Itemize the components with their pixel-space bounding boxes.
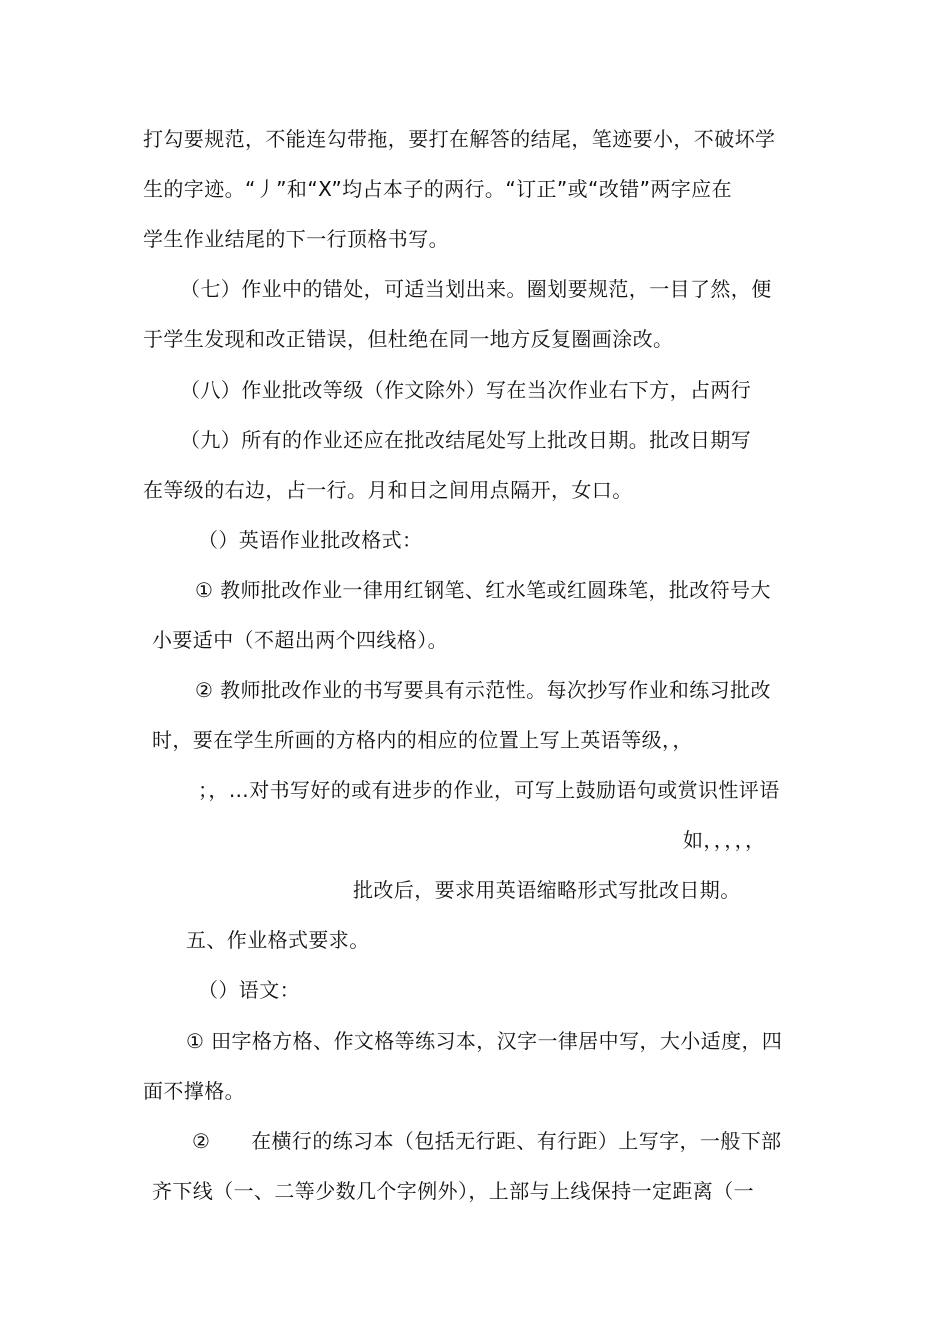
text-line: 面不撑格。 <box>143 1079 245 1103</box>
text-line: 时，要在学生所画的方格内的相应的位置上写上英语等级，， <box>152 728 693 752</box>
list-item: ② 在横行的练习本（包括无行距、有行距）上写字，一般下部 <box>192 1129 782 1153</box>
text-line: （九）所有的作业还应在批改结尾处写上批改日期。批改日期写 <box>180 428 752 452</box>
text-line: 小要适中（不超出两个四线格）。 <box>152 628 448 652</box>
section-heading: （）语文： <box>198 978 300 1002</box>
text-line: 在等级的右边，占一行。月和日之间用点隔开，女口。 <box>143 478 633 502</box>
section-heading: 五、作业格式要求。 <box>186 928 370 952</box>
text-line: ；，…对书写好的或有进步的作业，可写上鼓励语句或赏识性评语 <box>198 778 780 802</box>
list-item: ① 田字格方格、作文格等练习本，汉字一律居中写，大小适度，四 <box>186 1029 783 1053</box>
text-line: 齐下线（一、二等少数几个字例外），上部与上线保持一定距离（一 <box>152 1179 754 1203</box>
text-line: 学生作业结尾的下一行顶格书写。 <box>143 227 449 251</box>
list-item: ② 教师批改作业的书写要具有示范性。每次抄写作业和练习批改 <box>195 678 771 702</box>
text-line: 于学生发现和改正错误，但杜绝在同一地方反复圈画涂改。 <box>143 327 674 351</box>
text-line: （七）作业中的错处，可适当划出来。圈划要规范，一目了然，便 <box>180 277 772 301</box>
section-heading: （）英语作业批改格式： <box>198 528 423 552</box>
text-line: 打勾要规范，不能连勾带拖，要打在解答的结尾，笔迹要小，不破坏学 <box>143 127 776 151</box>
text-line: （八）作业批改等级（作文除外）写在当次作业右下方，占两行 <box>180 378 752 402</box>
list-item: ① 教师批改作业一律用红钢笔、红水笔或红圆珠笔，批改符号大 <box>195 578 771 602</box>
text-line: 生的字迹。“丿”和“X”均占本子的两行。“订正”或“改错”两字应在 <box>143 177 732 201</box>
text-line: 批改后，要求用英语缩略形式写批改日期。 <box>353 878 741 902</box>
text-line: 如，，，，， <box>683 828 766 852</box>
